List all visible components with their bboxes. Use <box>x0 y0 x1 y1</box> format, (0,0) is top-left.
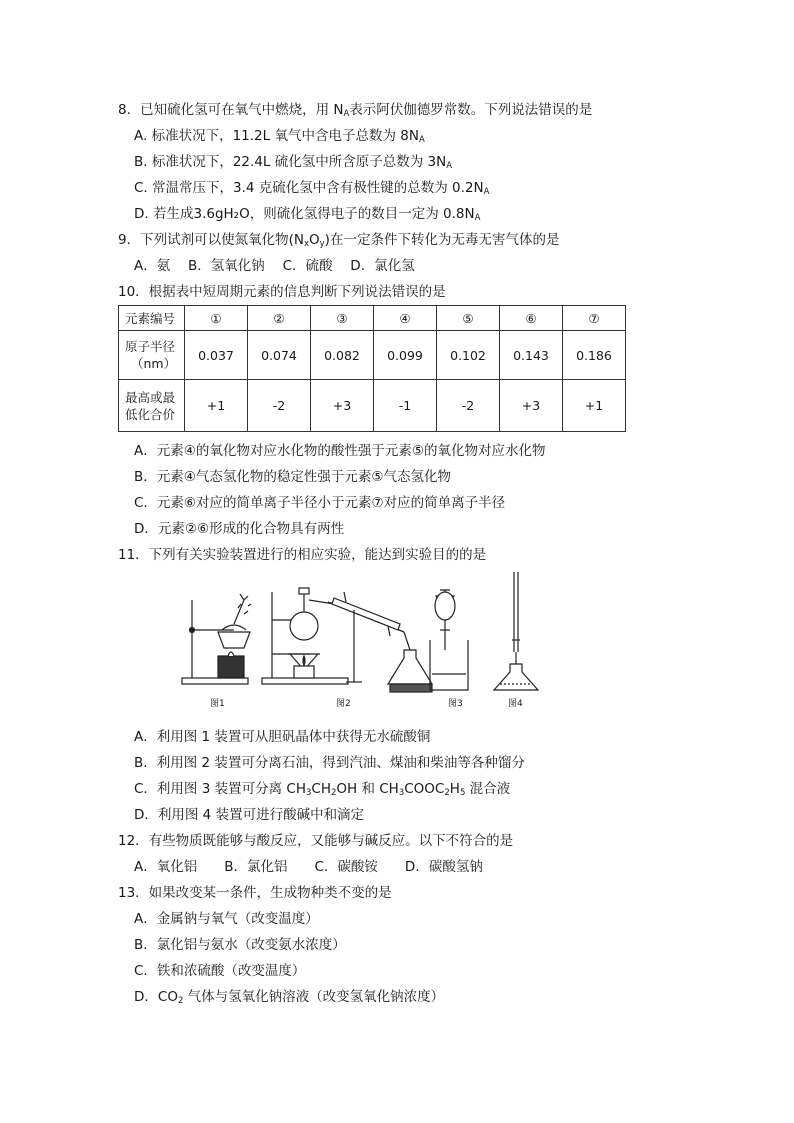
q11-option-a: A．利用图 1 装置可从胆矾晶体中获得无水硫酸铜 <box>134 729 431 745</box>
table-header-cell: ⑦ <box>563 306 626 331</box>
valence-label: 最高或最 低化合价 <box>119 380 185 432</box>
q13-option-a: A．金属钠与氧气（改变温度） <box>134 911 319 927</box>
table-header-cell: ③ <box>311 306 374 331</box>
q10-option-b: B．元素④气态氢化物的稳定性强于元素⑤气态氢化物 <box>134 469 451 485</box>
table-cell: -1 <box>374 380 437 432</box>
q10-option-c: C．元素⑥对应的简单离子半径小于元素⑦对应的简单离子半径 <box>134 495 506 511</box>
q11-option-d: D．利用图 4 装置可进行酸碱中和滴定 <box>134 807 365 823</box>
q8-option-a: A. 标准状况下，11.2L 氧气中含电子总数为 $8N_A$ <box>134 128 425 145</box>
q9-stem: 9．下列试剂可以使氮氧化物$(N_xO_y)$在一定条件下转化为无毒无害气体的是 <box>118 232 560 249</box>
table-cell: +3 <box>500 380 563 432</box>
element-table <box>118 305 626 432</box>
radius-label: 原子半径 （nm） <box>119 331 185 380</box>
q13-stem: 13．如果改变某一条件，生成物种类不变的是 <box>118 885 392 901</box>
table-header-cell: 元素编号 <box>119 306 185 331</box>
q11-option-c: C．利用图 3 装置可分离 $CH_3CH_2OH$ 和 $CH_3COOC_2H_5$ 混合液 <box>134 781 511 798</box>
apparatus-figure <box>178 570 548 715</box>
table-cell: 0.186 <box>563 331 626 380</box>
q8-stem: 8．已知硫化氢可在氧气中燃烧，用 $N_A$表示阿伏伽德罗常数。下列说法错误的是 <box>118 102 593 119</box>
q13-option-b: B．氯化铝与氨水（改变氨水浓度） <box>134 937 346 953</box>
table-cell: 0.102 <box>437 331 500 380</box>
table-row-valence <box>119 380 626 432</box>
q12-stem: 12．有些物质既能够与酸反应，又能够与碱反应。以下不符合的是 <box>118 833 514 849</box>
table-header-cell: ⑥ <box>500 306 563 331</box>
table-cell: -2 <box>248 380 311 432</box>
q8-option-c: C. 常温常压下，3.4 克硫化氢中含有极性键的总数为 $0.2N_A$ <box>134 180 490 197</box>
table-cell: 0.143 <box>500 331 563 380</box>
figure-caption-3: 图3 <box>448 699 463 709</box>
q11-option-b: B．利用图 2 装置可分离石油，得到汽油、煤油和柴油等各种馏分 <box>134 755 525 771</box>
table-cell: +1 <box>185 380 248 432</box>
table-row-radius <box>119 331 626 380</box>
figure-caption-1: 图1 <box>210 699 225 709</box>
table-cell: 0.037 <box>185 331 248 380</box>
q9-options: A．氨 B．氢氧化钠 C．硫酸 D．氯化氢 <box>134 258 415 274</box>
receiver-flask <box>388 650 432 692</box>
q10-option-d: D．元素②⑥形成的化合物具有两性 <box>134 521 345 537</box>
q8-option-b: B. 标准状况下，22.4L 硫化氢中所含原子总数为 $3N_A$ <box>134 154 453 171</box>
q12-options: A．氧化铝 B．氯化铝 C．碳酸铵 D．碳酸氢钠 <box>134 859 483 875</box>
table-header-cell: ⑤ <box>437 306 500 331</box>
table-header-cell: ② <box>248 306 311 331</box>
fig4-apparatus <box>494 572 538 690</box>
q13-option-c: C．铁和浓硫酸（改变温度） <box>134 963 306 979</box>
q10-stem: 10．根据表中短周期元素的信息判断下列说法错误的是 <box>118 284 446 300</box>
table-cell: 0.082 <box>311 331 374 380</box>
table-header-row <box>119 306 626 331</box>
q8-option-d: D. 若生成3.6gH₂O，则硫化氢得电子的数目一定为 $0.8N_A$ <box>134 206 481 223</box>
fig3-apparatus <box>430 590 468 690</box>
table-cell: 0.074 <box>248 331 311 380</box>
figure-caption-4: 图4 <box>508 699 523 709</box>
q10-option-a: A．元素④的氧化物对应水化物的酸性强于元素⑤的氧化物对应水化物 <box>134 443 546 459</box>
q11-stem: 11．下列有关实验装置进行的相应实验，能达到实验目的的是 <box>118 547 487 563</box>
table-header-cell: ① <box>185 306 248 331</box>
fig2-apparatus <box>262 588 410 684</box>
table-cell: -2 <box>437 380 500 432</box>
figure-caption-2: 图2 <box>336 699 351 709</box>
q13-option-d: D．$CO_2$ 气体与氢氧化钠溶液（改变氢氧化钠浓度） <box>134 989 445 1006</box>
table-cell: 0.099 <box>374 331 437 380</box>
table-header-cell: ④ <box>374 306 437 331</box>
table-cell: +1 <box>563 380 626 432</box>
fig1-apparatus <box>182 594 251 684</box>
table-cell: +3 <box>311 380 374 432</box>
